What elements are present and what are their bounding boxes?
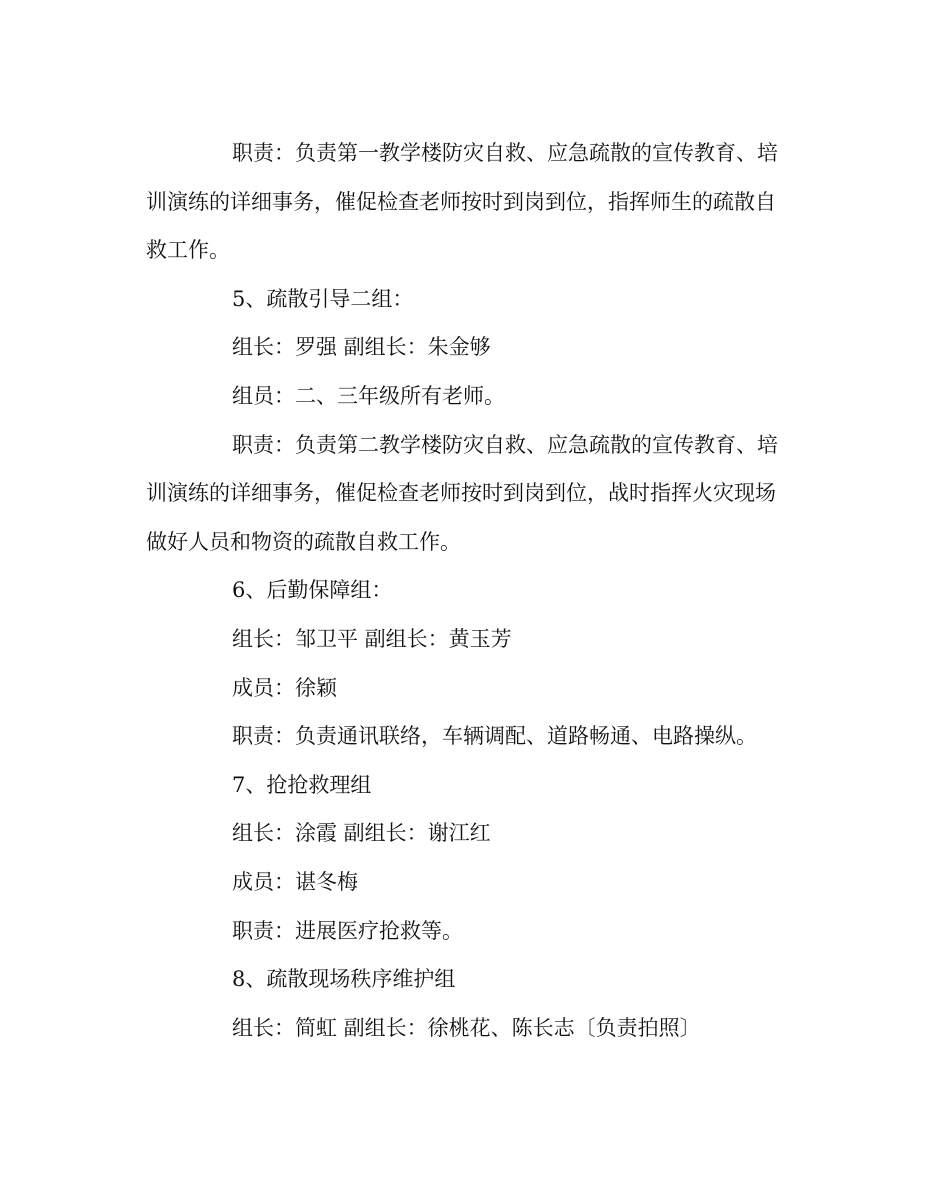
paragraph-members-logistics [146, 664, 806, 713]
text-line: 成员：谌冬梅 [232, 869, 358, 894]
text-line: 成员：徐颖 [232, 675, 337, 700]
text-line: 职责：进展医疗抢救等。 [232, 918, 463, 943]
heading-logistics-group [146, 566, 806, 615]
text-line: 职责：负责第一教学楼防灾自救、应急疏散的宣传教育、培 [232, 141, 778, 165]
text-line: 组长：涂霞 副组长：谢江红 [232, 821, 491, 846]
paragraph-duty-group-1 [146, 129, 806, 275]
paragraph-duty-rescue [146, 907, 806, 956]
text-line: 组长：简虹 副组长：徐桃花、陈长志〔负责拍照〕 [232, 1015, 701, 1040]
paragraph-leaders-order [146, 1004, 806, 1053]
paragraph-members-rescue [146, 858, 806, 907]
text-line: 8、疏散现场秩序维护组 [232, 967, 456, 992]
text-line: 组长：罗强 副组长：朱金够 [232, 335, 491, 360]
text-line: 职责：负责第二教学楼防灾自救、应急疏散的宣传教育、培 [232, 432, 778, 457]
text-line: 训演练的详细事务，催促检查老师按时到岗到位，指挥师生的疏散自 [146, 189, 776, 214]
text-line: 职责：负责通讯联络，车辆调配、道路畅通、电路操纵。 [232, 724, 757, 749]
heading-evacuation-group-2 [146, 275, 806, 324]
text-line: 做好人员和物资的疏散自救工作。 [146, 529, 461, 554]
text-line: 训演练的详细事务，催促检查老师按时到岗到位，战时指挥火灾现场 [146, 481, 776, 506]
text-line: 救工作。 [146, 238, 230, 263]
heading-order-group [146, 955, 806, 1004]
text-line: 6、后勤保障组： [232, 578, 393, 603]
paragraph-members-group-2 [146, 372, 806, 421]
paragraph-duty-group-2 [146, 421, 806, 567]
paragraph-duty-logistics [146, 712, 806, 761]
paragraph-leaders-logistics [146, 615, 806, 664]
text-line: 5、疏散引导二组： [232, 286, 414, 311]
heading-rescue-group [146, 761, 806, 810]
text-line: 7、抢抢救理组 [232, 772, 372, 797]
paragraph-leaders-group-2 [146, 323, 806, 372]
text-line: 组员：二、三年级所有老师。 [232, 383, 505, 408]
text-line: 组长：邹卫平 副组长：黄玉芳 [232, 626, 512, 651]
paragraph-leaders-rescue [146, 809, 806, 858]
document-body [146, 129, 806, 1052]
